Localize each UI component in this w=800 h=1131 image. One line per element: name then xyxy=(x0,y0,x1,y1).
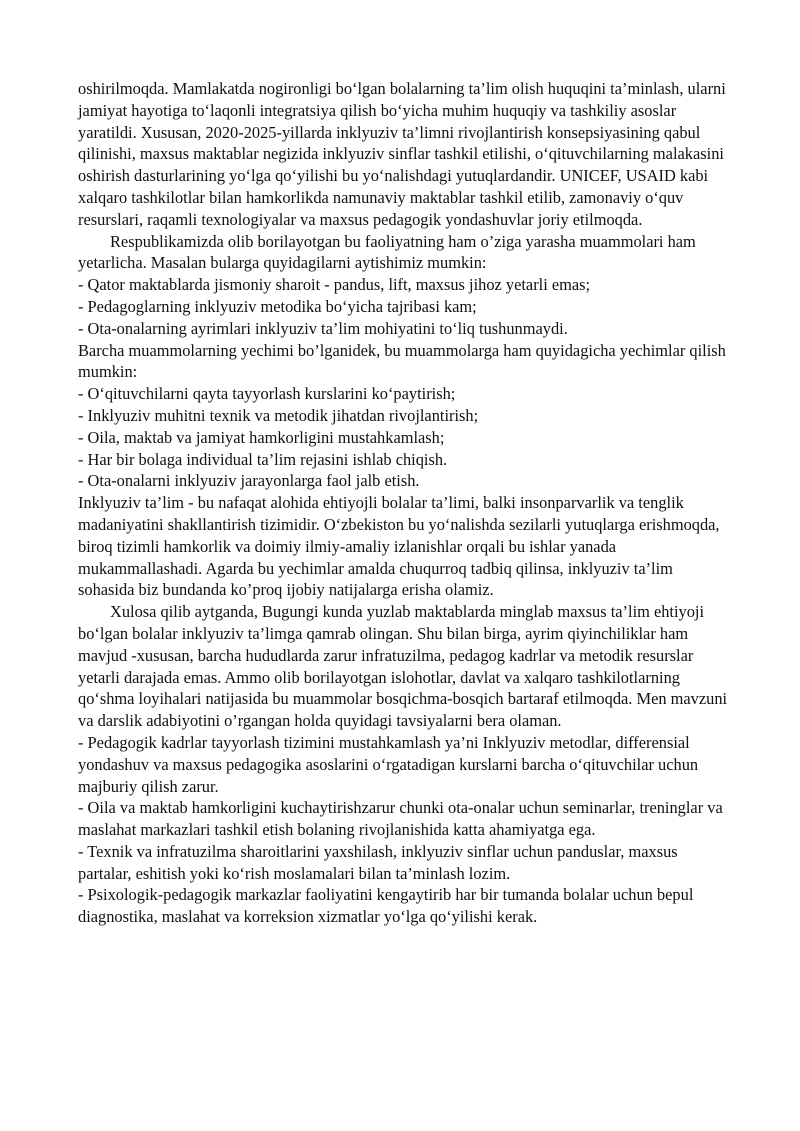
paragraph-integration: oshirilmoqda. Mamlakatda nogironligi bo‘lgan bolalarning ta’lim olish huquqini ta’minlash, ularni jamiyat hayotiga to‘laqonli integratsiya qilish bo‘yicha muhim huquqiy va tashkiliy asoslar yaratildi. Xususan, 2020-2025-yillarda inklyuziv ta’limni rivojlantirish konsepsiyasining qabul qilinishi, maxsus maktablar negizida inklyuziv sinflar tashkil etilishi, o‘qituvchilarning malakasini oshirish dasturlarining yo‘lga qo‘yilishi bu yo‘nalishdagi yutuqlardandir. UNICEF, USAID kabi xalqaro tashkilotlar bilan hamkorlikda namunaviy maktablar tashkil etilib, zamonaviy o‘quv resurslari, raqamli texnologiyalar va maxsus pedagogik yondashuvlar joriy etilmoqda. xyxy=(78,79,726,229)
solution-item-individual-plan: - Har bir bolaga individual ta’lim rejasini ishlab chiqish. xyxy=(78,449,448,469)
problem-item-parents: - Ota-onalarning ayrimlari inklyuziv ta’lim mohiyatini to‘liq tushunmaydi. xyxy=(78,318,568,338)
problem-item-pedagogues: - Pedagoglarning inklyuziv metodika bo‘yicha tajribasi kam; xyxy=(78,296,477,316)
recommendation-item-family: - Oila va maktab hamkorligini kuchaytirishzarur chunki ota-onalar uchun seminarlar, treninglar va maslahat markazlari tashkil etish bolaning rivojlanishida katta ahamiyatga ega. xyxy=(78,798,723,840)
solution-item-partnership: - Oila, maktab va jamiyat hamkorligini mustahkamlash; xyxy=(78,427,445,447)
paragraph-conclusion: Xulosa qilib aytganda, Bugungi kunda yuzlab maktablarda minglab maxsus ta’lim ehtiyoji bo‘lgan bolalar inklyuziv ta’limga qamrab olingan. Shu bilan birga, ayrim qiyinchiliklar ham mavjud -xususan, barcha hududlarda zarur infratuzilma, pedagog kadrlar va metodik resurslar yetarli darajada emas. Ammo olib borilayotgan islohotlar, davlat va xalqaro tashkilotlarning qo‘shma loyihalari natijasida bu muammolar bosqichma-bosqich bartaraf etilmoqda. Men mavzuni va darslik adabiyotini o’rgangan holda quyidagi tavsiyalarni bera olaman. xyxy=(78,602,728,731)
solution-item-retraining: - O‘qituvchilarni qayta tayyorlash kurslarini ko‘paytirish; xyxy=(78,384,456,404)
paragraph-solutions-intro: Barcha muammolarning yechimi bo’lganidek, bu muammolarga ham quyidagicha yechimlar qilish mumkin: xyxy=(78,340,726,382)
solution-item-parents: - Ota-onalarni inklyuziv jarayonlarga faol jalb etish. xyxy=(78,471,420,491)
paragraph-inclusive-definition: Inklyuziv ta’lim - bu nafaqat alohida ehtiyojli bolalar ta’limi, balki insonparvarlik va tenglik madaniyatini shakllantirish tizimidir. O‘zbekiston bu yo‘nalishda sezilarli yutuqlarga erishmoqda, biroq tizimli hamkorlik va doimiy ilmiy-amaliy izlanishlar orqali bu ishlar yanada mukammallashadi. Agarda bu yechimlar amalda chuqurroq tadbiq qilinsa, inklyuziv ta’lim sohasida biz bundanda ko’proq ijobiy natijalarga erisha olamiz. xyxy=(78,493,720,600)
document-page xyxy=(78,78,728,928)
recommendation-item-training: - Pedagogik kadrlar tayyorlash tizimini mustahkamlash ya’ni Inklyuziv metodlar, differensial yondashuv va maxsus pedagogika asoslarini o‘rgatadigan kurslarni barcha o‘qituvchilar uchun majburiy qilish zarur. xyxy=(78,732,699,796)
recommendation-item-infrastructure: - Texnik va infratuzilma sharoitlarini yaxshilash, inklyuziv sinflar uchun panduslar, maxsus partalar, eshitish yoki ko‘rish moslamalari bilan ta’minlash lozim. xyxy=(78,841,678,883)
paragraph-problems-intro: Respublikamizda olib borilayotgan bu faoliyatning ham o’ziga yarasha muammolari ham yetarlicha. Masalan bularga quyidagilarni aytishimiz mumkin: xyxy=(78,231,696,273)
recommendation-item-centers: - Psixologik-pedagogik markazlar faoliyatini kengaytirib har bir tumanda bolalar uchun bepul diagnostika, maslahat va korreksion xizmatlar yo‘lga qo‘yilishi kerak. xyxy=(78,885,694,927)
solution-item-environment: - Inklyuziv muhitni texnik va metodik jihatdan rivojlantirish; xyxy=(78,405,479,425)
problem-item-physical: - Qator maktablarda jismoniy sharoit - pandus, lift, maxsus jihoz yetarli emas; xyxy=(78,275,591,295)
